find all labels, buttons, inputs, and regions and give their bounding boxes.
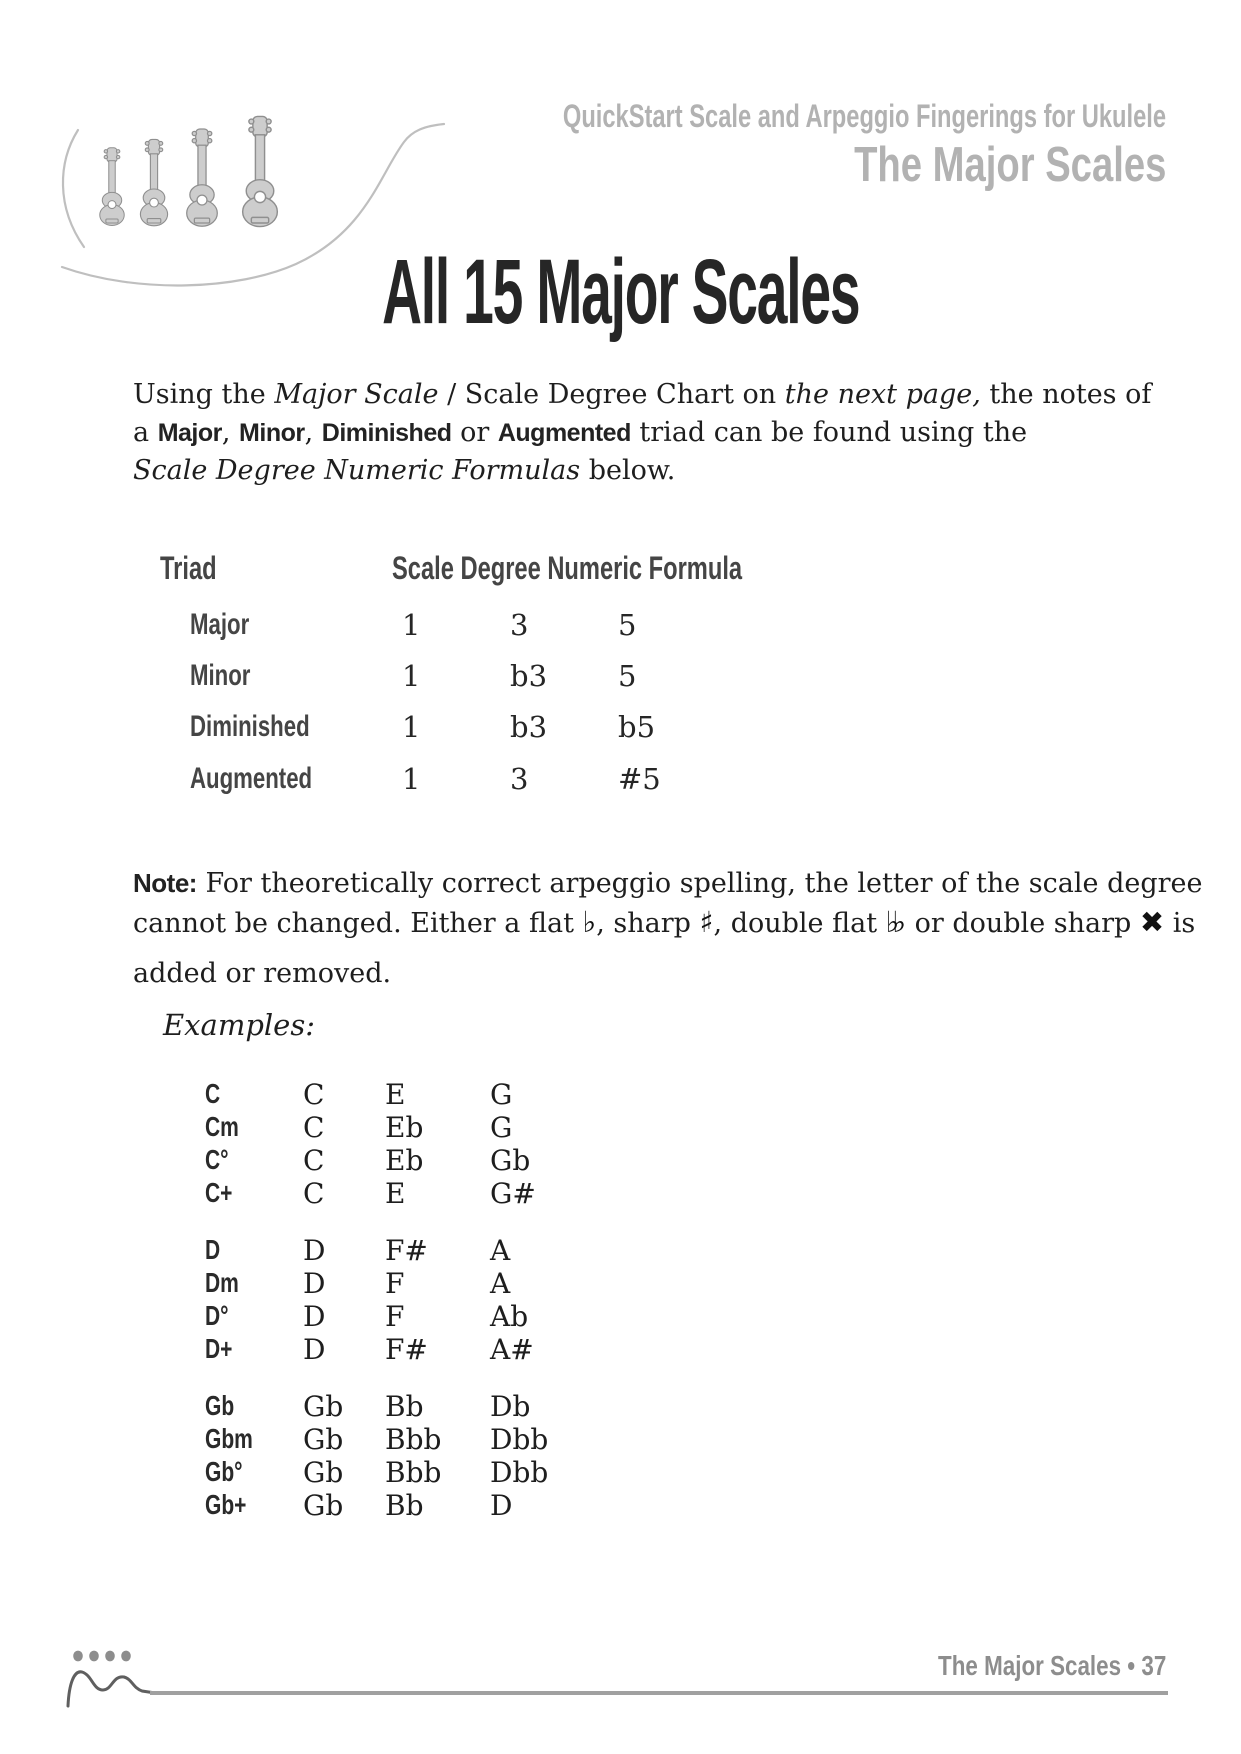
chord-note: D: [303, 1234, 326, 1267]
triad-table: [160, 550, 820, 820]
chord-symbol: Gb°: [205, 1456, 243, 1487]
example-row: [205, 1078, 645, 1111]
intro-italic-segment: the next page,: [784, 379, 981, 410]
footer-section-title: The Major Scales: [937, 1650, 1121, 1681]
footer-ukulele-icon: [66, 1648, 186, 1708]
triad-row: [160, 762, 820, 802]
formula-degree: 1: [402, 659, 421, 693]
example-row: [205, 1144, 645, 1177]
chord-note: E: [385, 1177, 406, 1210]
chord-symbol: C+: [205, 1177, 233, 1208]
footer-bullet: •: [1127, 1650, 1135, 1681]
note-label: Note:: [133, 868, 197, 898]
chord-note: Eb: [385, 1111, 424, 1144]
intro-paragraph: [133, 376, 1151, 490]
chord-note: D: [490, 1489, 513, 1522]
chord-note: C: [303, 1177, 325, 1210]
note-text-segment: added or removed.: [133, 958, 392, 989]
triad-row: [160, 608, 820, 648]
chord-note: Bbb: [385, 1423, 442, 1456]
intro-text-segment: or: [451, 417, 498, 448]
note-text-segment: cannot be changed. Either a flat: [133, 908, 583, 939]
note-paragraph: [133, 864, 1202, 993]
page-header: [351, 98, 1166, 193]
chord-note: Gb: [303, 1390, 344, 1423]
chord-symbol: D+: [205, 1333, 233, 1364]
example-group: [205, 1078, 645, 1213]
intro-bold-segment: Major: [157, 419, 222, 447]
formula-degree: 3: [510, 762, 529, 796]
chord-note: Gb: [303, 1456, 344, 1489]
intro-text-segment: triad can be found using the: [630, 417, 1028, 448]
triad-name: Diminished: [190, 710, 310, 743]
intro-italic-segment: Scale Degree Numeric Formulas: [133, 455, 581, 486]
chord-symbol: Dm: [205, 1267, 239, 1298]
formula-degree: 1: [402, 710, 421, 744]
chord-note: Dbb: [490, 1456, 549, 1489]
chord-symbol: C: [205, 1078, 221, 1109]
chord-note: E: [385, 1078, 406, 1111]
chord-note: Db: [490, 1390, 531, 1423]
example-row: [205, 1267, 645, 1300]
intro-text-segment: / Scale Degree Chart on: [438, 379, 785, 410]
note-text-segment: For theoretically correct arpeggio spelling, the letter of the scale degree: [196, 868, 1203, 899]
chord-note: F: [385, 1300, 405, 1333]
example-row: [205, 1489, 645, 1522]
chord-symbol: D: [205, 1234, 221, 1265]
formula-degree: 3: [510, 608, 529, 642]
chord-note: F#: [385, 1234, 428, 1267]
chord-note: Bb: [385, 1489, 424, 1522]
chord-note: C: [303, 1078, 325, 1111]
note-text-segment: or double sharp: [906, 908, 1140, 939]
example-row: [205, 1234, 645, 1267]
page-title-wrap: [0, 240, 1241, 345]
intro-line: [133, 452, 1151, 490]
chord-symbol: Gb: [205, 1390, 235, 1421]
flat-symbol: ♭: [582, 905, 597, 939]
intro-italic-segment: Major Scale: [274, 379, 439, 410]
intro-line: [133, 414, 1151, 452]
chord-note: C: [303, 1144, 325, 1177]
example-row: [205, 1300, 645, 1333]
chord-note: Eb: [385, 1144, 424, 1177]
example-group: [205, 1390, 645, 1525]
footer-text: [881, 1650, 1166, 1682]
note-line: [133, 864, 1202, 903]
chord-note: G: [490, 1078, 513, 1111]
intro-text-segment: ,: [221, 417, 240, 448]
chord-note: Bbb: [385, 1456, 442, 1489]
intro-text-segment: ,: [304, 417, 322, 448]
formula-degree: 5: [618, 659, 637, 693]
triad-row: [160, 659, 820, 699]
chord-symbol: Gb+: [205, 1489, 247, 1520]
chord-symbol: D°: [205, 1300, 229, 1331]
chord-note: Dbb: [490, 1423, 549, 1456]
chord-note: G: [490, 1111, 513, 1144]
double-flat-symbol: ♭♭: [885, 905, 900, 939]
chord-note: D: [303, 1267, 326, 1300]
formula-degree: 5: [618, 608, 637, 642]
triad-row: [160, 710, 820, 750]
chord-note: Gb: [303, 1423, 344, 1456]
chord-note: F: [385, 1267, 405, 1300]
chord-symbol: Gbm: [205, 1423, 253, 1454]
chord-note: Bb: [385, 1390, 424, 1423]
chord-note: Gb: [303, 1489, 344, 1522]
chord-note: C: [303, 1111, 325, 1144]
intro-bold-segment: Augmented: [497, 419, 631, 447]
formula-degree: b3: [510, 659, 548, 693]
formula-column-header: Scale Degree Numeric Formula: [392, 550, 743, 586]
note-line: [133, 903, 1202, 943]
triad-name: Major: [190, 608, 250, 641]
series-title: QuickStart Scale and Arpeggio Fingerings for Ukulele: [562, 98, 1166, 134]
chord-note: A: [490, 1267, 511, 1300]
example-row: [205, 1390, 645, 1423]
example-row: [205, 1456, 645, 1489]
example-row: [205, 1177, 645, 1210]
chord-note: D: [303, 1300, 326, 1333]
formula-degree: b5: [618, 710, 656, 744]
example-group: [205, 1234, 645, 1369]
chord-note: G#: [490, 1177, 536, 1210]
formula-degree: b3: [510, 710, 548, 744]
footer-rule: [150, 1691, 1168, 1695]
intro-text-segment: below.: [580, 455, 676, 486]
chord-symbol: Cm: [205, 1111, 239, 1142]
intro-text-segment: the notes of: [980, 379, 1152, 410]
triad-column-header: Triad: [160, 550, 217, 586]
examples-heading: Examples:: [163, 1008, 315, 1042]
triad-name: Minor: [190, 659, 251, 692]
formula-degree: #5: [618, 762, 661, 796]
triad-name: Augmented: [190, 762, 313, 795]
example-row: [205, 1111, 645, 1144]
double-sharp-symbol: ✖: [1139, 905, 1165, 939]
page-title: All 15 Major Scales: [381, 241, 860, 343]
sharp-symbol: ♯: [699, 905, 714, 939]
intro-text-segment: a: [133, 417, 158, 448]
chord-note: F#: [385, 1333, 428, 1366]
formula-degree: 1: [402, 762, 421, 796]
section-title: The Major Scales: [853, 138, 1166, 192]
note-text-segment: , double flat: [713, 908, 886, 939]
chord-note: A#: [490, 1333, 534, 1366]
chord-note: A: [490, 1234, 511, 1267]
footer-page-number: 37: [1141, 1650, 1166, 1681]
chord-note: Gb: [490, 1144, 531, 1177]
example-row: [205, 1333, 645, 1366]
intro-text-segment: Using the: [133, 379, 275, 410]
note-text-segment: is: [1164, 908, 1196, 939]
intro-line: [133, 376, 1151, 414]
chord-symbol: C°: [205, 1144, 229, 1175]
note-line: [133, 954, 1202, 993]
chord-note: Ab: [490, 1300, 529, 1333]
formula-degree: 1: [402, 608, 421, 642]
intro-bold-segment: Minor: [239, 419, 305, 447]
intro-bold-segment: Diminished: [321, 419, 452, 447]
chord-note: D: [303, 1333, 326, 1366]
note-text-segment: , sharp: [596, 908, 700, 939]
example-row: [205, 1423, 645, 1456]
